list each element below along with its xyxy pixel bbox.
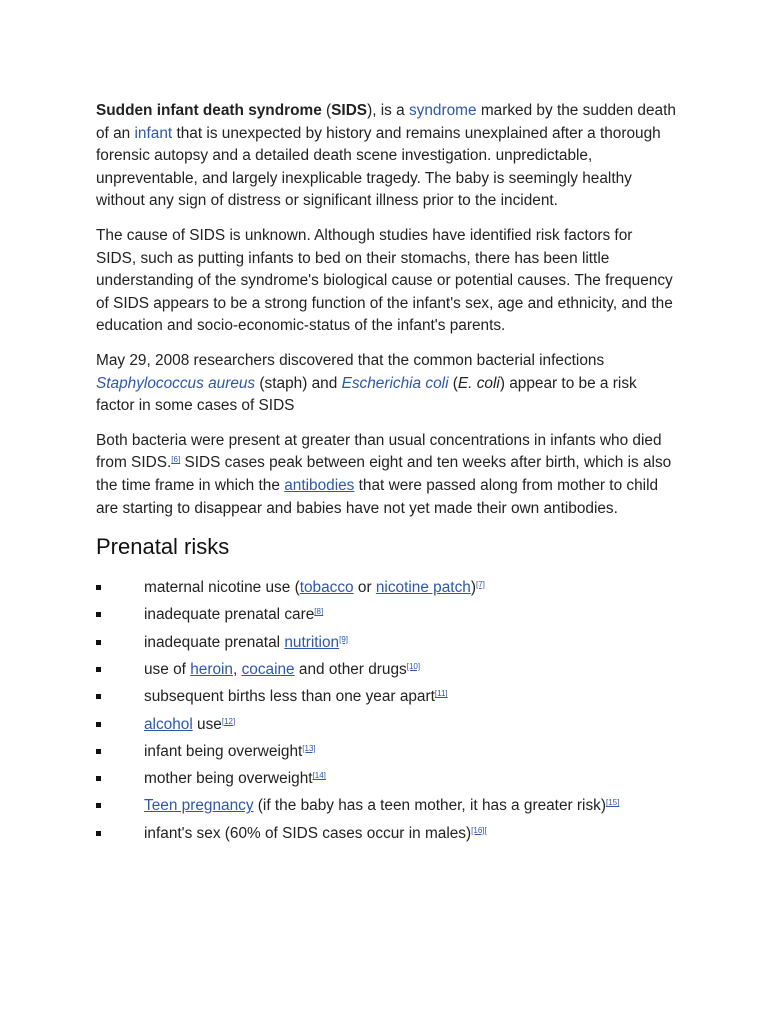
link-teen-pregnancy[interactable]: Teen pregnancy	[144, 797, 254, 815]
text-run: marked by the sudden death of an	[96, 102, 676, 142]
bullet-icon	[96, 667, 101, 672]
link-heroin[interactable]: heroin	[190, 660, 233, 678]
link-tobacco[interactable]: tobacco	[299, 579, 354, 597]
text-run: infant being overweight	[144, 742, 303, 760]
cause-paragraph: The cause of SIDS is unknown. Although studies have identified risk factors for SIDS, such as putting infants to bed on their stomachs, there has been little understanding of the syndrome's biological cause or potential causes. The frequency of SIDS appears to be a strong function of the infant's sex, age and ethnicity, and the education and socio-economic-status of the infant's parents.	[96, 226, 673, 335]
bacteria-paragraph	[96, 350, 676, 418]
list-item	[96, 738, 676, 765]
list-item	[96, 574, 676, 601]
link-nutrition[interactable]: nutrition	[284, 633, 340, 651]
citation-link[interactable]: [11]	[434, 689, 448, 699]
section-heading: Prenatal risks	[96, 534, 230, 560]
citation-link[interactable]: [9]	[339, 634, 349, 644]
citation-link[interactable]: [14]	[312, 771, 326, 781]
text-run: ) appear to be a risk factor in some cases of SIDS	[96, 374, 637, 415]
text-run: (	[321, 102, 332, 119]
antibodies-paragraph	[96, 430, 676, 520]
link-infant[interactable]: infant	[134, 124, 173, 142]
link-antibodies[interactable]: antibodies	[284, 476, 355, 494]
text-run: (	[448, 374, 458, 392]
bullet-icon	[96, 640, 101, 645]
intro-paragraph	[96, 100, 676, 213]
citation-link[interactable]: [16][	[471, 825, 487, 835]
text-run: May 29, 2008 researchers discovered that the common bacterial infections	[96, 351, 605, 369]
text-run: or	[353, 579, 376, 597]
text-run: inadequate prenatal care	[144, 606, 315, 624]
bullet-icon	[96, 803, 101, 808]
text-run: (staph) and	[255, 374, 342, 392]
text-run: (if the baby has a teen mother, it has a greater risk)	[253, 797, 606, 815]
text-run: use	[192, 715, 222, 733]
list-item	[96, 765, 676, 792]
bullet-icon	[96, 585, 101, 590]
bullet-icon	[96, 694, 101, 699]
ecoli-abbreviation: E. coli	[457, 374, 500, 392]
text-run: that is unexpected by history and remains unexplained after a thorough forensic autopsy and a detailed death scene investigation. unpredictable, unpreventable, and largely inexplicable tragedy. The baby is seemingly healthy without any sign of distress or significant illness prior to the incident.	[96, 124, 661, 210]
list-item	[96, 601, 676, 628]
text-run: subsequent births less than one year apart	[144, 688, 435, 706]
text-run: mother being overweight	[144, 770, 313, 788]
citation-link[interactable]: [10]	[406, 661, 421, 671]
list-item	[96, 711, 676, 738]
citation-link[interactable]: [7]	[475, 580, 485, 590]
link-alcohol[interactable]: alcohol	[144, 715, 193, 733]
text-run: maternal nicotine use (	[144, 579, 300, 597]
link-escherichia-coli[interactable]: Escherichia coli	[341, 374, 449, 392]
bullet-icon	[96, 749, 101, 754]
list-item	[96, 656, 676, 683]
citation-link[interactable]: [8]	[314, 607, 324, 617]
bullet-icon	[96, 831, 101, 836]
article-term: Sudden infant death syndrome	[96, 102, 322, 119]
citation-link[interactable]: [12]	[221, 716, 236, 726]
text-run: Both bacteria were present at greater than usual concentrations in infants who died from SIDS.	[96, 431, 662, 472]
list-item	[96, 792, 676, 819]
text-run: infant's sex (60% of SIDS cases occur in males)	[144, 824, 472, 842]
text-run: and other drugs	[294, 660, 407, 678]
citation-link[interactable]: [13]	[302, 743, 316, 753]
abbreviation: SIDS	[331, 102, 368, 119]
risk-list	[96, 574, 676, 847]
text-run: ,	[233, 660, 242, 678]
link-nicotine-patch[interactable]: nicotine patch	[375, 579, 471, 597]
citation-link[interactable]: [15]	[605, 798, 620, 808]
bullet-icon	[96, 722, 101, 727]
article-body	[96, 100, 676, 847]
citation-link[interactable]: [6]	[171, 455, 181, 465]
list-item	[96, 683, 676, 710]
text-run: use of	[144, 660, 191, 678]
bullet-icon	[96, 776, 101, 781]
list-item	[96, 820, 676, 847]
text-run: )	[470, 579, 476, 597]
text-run: inadequate prenatal	[144, 633, 285, 651]
text-run: SIDS cases peak between eight and ten weeks after birth, which is also the time frame in which the	[96, 454, 672, 494]
list-item	[96, 629, 676, 656]
text-run: ), is a	[367, 102, 409, 119]
bullet-icon	[96, 612, 101, 617]
link-cocaine[interactable]: cocaine	[241, 660, 295, 678]
link-staphylococcus[interactable]: Staphylococcus aureus	[96, 374, 256, 392]
text-run: that were passed along from mother to child are starting to disappear and babies have not yet made their own antibodies.	[96, 476, 659, 517]
link-syndrome[interactable]: syndrome	[408, 102, 477, 119]
